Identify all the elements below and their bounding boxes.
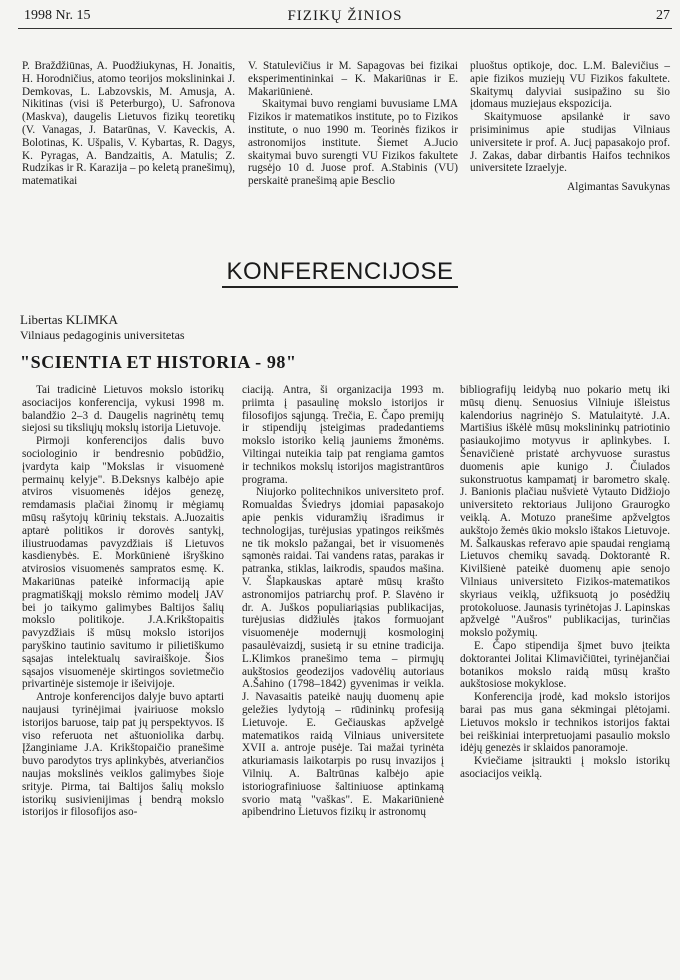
paragraph: V. Statulevičius ir M. Sapagovas bei fizikai eksperimentininkai – K. Makariūnas ir E. Makariūnienė. xyxy=(248,60,458,98)
issue-number: 1998 Nr. 15 xyxy=(24,8,91,23)
paragraph: Pirmoji konferencijos dalis buvo sociologinio ir bendresnio pobūdžio, įvardyta kaip "Mokslas ir visuomenė permainų kelyje". B.Deksnys kalbėjo apie atviros visuomenės idėjos genezę, remdamasis plačiai žinomų ir mėgiamų mūsų rašytojų kūrinių tekstais. A.Juozaitis aptarė politikos ir dorovės santykį, iliustruodamas pavyzdžiais iš Lietuvos kasdienybės. E. Morkūnienė išryškino atvirosios visuomenės sampratos esmę. K. Makariūnas pateikė informaciją apie pragmatiškąjį mokslo rėmimo modelį JAV bei jo taikymo galimybes Baltijos šalių mokslo politikoje. J.A.Krikštopaitis pavyzdžiais iš mūsų mokslo istorijos paryškino tautinio savitumo ir pilietiškumo sąsajas intelektualų saviraiškoje. Šios sąsajos visuomenėje skirtingos sovietmečio privartinėje sistemoje ir išeivijoje. xyxy=(22,435,224,691)
paragraph: Kviečiame įsitraukti į mokslo istorikų asociacijos veiklą. xyxy=(460,755,670,780)
paragraph: P. Braždžiūnas, A. Puodžiukynas, H. Jonaitis, H. Horodničius, atomo teorijos mokslininkai J. Demkovas, L. Labzovskis, M. Amusja, A. Nikitinas (visi iš Peterburgo), U. Safronova (Maskva), daugelis Lietuvos fizikų teoretikų (V. Vanagas, J. Batarūnas, V. Kaveckis, A. Bolotinas, K. Ušpalis, V. Kybartas, R. Dagys, K. Pyragas, A. Bandzaitis, A. Matulis; Z. Rudzikas ir R. Karazija – po keletą pranešimų), matematikai xyxy=(22,60,235,188)
paragraph: Niujorko politechnikos universiteto prof. Romualdas Šviedrys įdomiai papasakojo apie penkis viduramžių išradimus ir technologijas, turėjusias ypatingos reikšmės ne tik mokslo pažangai, bet ir visuomenės sąmonės raidai. Tai vandens ratas, parakas ir patranka, stiklas, laikrodis, spaudos mašina. V. Šlapkauskas aptarė mūsų krašto astronomijos patriarchų prof. P. Slavėno ir dr. A. Juškos populiariąsias publikacijas, turėjusias didžiulės įtakos formuojant visuomenėje modernųjį kosmologinį pasaulėvaizdį, susietą ir su etnine tradicija. L.Klimkos pranešimo tema – pirmųjų aukštosios geodezijos vadovėlių autoriaus A.Šahino (1798–1842) gyvenimas ir veikla. J. Navasaitis pateikė naujų duomenų apie geležies lydytoją – rūdininkų profesiją Lietuvoje. E. Gečiauskas apžvelgė matematikos raidą Vilniaus universitete XVII a. antroje pusėje. Tai mažai tyrinėta atkuriamasis laikotarpis po rusų invazijos į Vilnių. A. Baltrūnas kalbėjo apie istoriografiniuose šaltiniuose aptinkamą svorio matą "vaškas". E. Makariūnienė apibendrino Lietuvos fizikų ir astronomų xyxy=(242,486,444,819)
paragraph: Tai tradicinė Lietuvos mokslo istorikų asociacijos konferencija, vykusi 1998 m. balandžio 2–3 d. Daugelis nagrinėtų temų siejosi su tiksliųjų mokslų istorija Lietuvoje. xyxy=(22,384,224,435)
article-column-2 xyxy=(242,384,444,819)
paragraph: Skaitymuose apsilankė ir savo prisiminimus apie studijas Vilniaus universitete ir prof. A. Jucį papasakojo prof. J. Zakas, dabar dirbantis Haifos technikos universitete Izraelyje. xyxy=(470,111,670,175)
article-affiliation: Vilniaus pedagoginis universitetas xyxy=(20,328,185,342)
article-column-1 xyxy=(22,384,224,819)
paragraph: ciaciją. Antra, ši organizacija 1993 m. priimta į pasaulinę mokslo istorijos ir filosofijos sąjungą. Trečia, E. Čapo premijų ir stipendijų įsteigimas pradedantiems mokslo istoriko kelią jauniems žmonėms. Viltingai nuteikia taip pat rengiama gamtos ir technikos mokslų istorijos magistrantūros programa. xyxy=(242,384,444,486)
section-title xyxy=(0,258,680,288)
page-header xyxy=(18,6,672,29)
top-column-3 xyxy=(470,60,670,194)
top-column-1 xyxy=(22,60,235,188)
paragraph: bibliografijų leidybą nuo pokario metų iki mūsų dienų. Senuosius Vilniuje išleistus kalendorius nagrinėjo S. Matulaitytė. J.A. Martišius iškėlė mūsų mokslininkų patriotinio pasiaukojimo motyvus ir aplinkybes. I. Šenavičienė pristatė archyvuose surastus duomenis apie kunigo J. Čiulados sukonstruotus kampamatį ir barometro skalę. J. Banionis plačiau nušvietė Vytauto Didžiojo universiteto rektoriaus Julijono Graurogko veiklą. A. Motuzo pranešime apžvelgtos aukštojo žemės ūkio mokslo ištakos Lietuvoje. M. Šalkauskas referavo apie spaudai rengiamą Lietuvos chemikų savadą. Doktorantė R. Kivilšienė pateikė duomenų apie senojo Vilniaus universiteto Fizikos-matematikos skyriaus veiklą, užfiksuotą jo posėdžių protokoluose. Jaunasis tyrinėtojas J. Lapinskas apžvelgė "Aušros" publikacijas, turinčias mokslo požymių. xyxy=(460,384,670,640)
section-title-text: KONFERENCIJOSE xyxy=(222,258,457,288)
journal-title: FIZIKŲ ŽINIOS xyxy=(287,8,403,24)
paragraph: Konferencija įrodė, kad mokslo istorijos barai pas mus gana sėkmingai plėtojami. Lietuvos mokslo ir technikos istorijos faktai bei reiškiniai interpretuojami pasaulio mokslo idėjų genezės ir sklaidos panoramoje. xyxy=(460,691,670,755)
signature: Algimantas Savukynas xyxy=(567,181,670,194)
paragraph: Skaitymai buvo rengiami buvusiame LMA Fizikos ir matematikos institute, po to Fizikos institute, o nuo 1990 m. Teorinės fizikos ir astronomijos institute. Šiemet A.Jucio skaitymai buvo surengti VU Fizikos fakultete rugsėjo 10 d. Juose prof. A.Stabinis (VU) perskaitė pranešimą apie Besclio xyxy=(248,98,458,188)
page-number: 27 xyxy=(656,8,670,23)
article-author: Libertas KLIMKA xyxy=(20,312,118,327)
article-column-3 xyxy=(460,384,670,781)
top-column-2 xyxy=(248,60,458,188)
article-title: "SCIENTIA ET HISTORIA - 98" xyxy=(20,352,297,372)
paragraph: pluoštus optikoje, doc. L.M. Balevičius – apie fizikos muziejų VU Fizikos fakultete. Skaitymų dalyviai susipažino su šio įdomaus muziejaus ekspozicija. xyxy=(470,60,670,111)
paragraph: Antroje konferencijos dalyje buvo aptarti naujausi tyrinėjimai įvairiuose mokslo istorijos baruose, taip pat jų perspektyvos. Iš viso referuota net aštuoniolika darbų. Įžanginiame J.A. Krikštopaičio pranešime buvo parodytos trys aplinkybės, atveriančios naujas mokslinės veiklos galimybes šioje srityje. Pirma, tai Baltijos šalių mokslo istorikų susivienijimas į bendrą mokslo istorijos ir filosofijos aso- xyxy=(22,691,224,819)
paragraph: E. Čapo stipendija šįmet buvo įteikta doktorantei Jolitai Klimavičiūtei, tyrinėjančiai botanikos mokslo raidą mūsų krašto aukštosiose mokyklose. xyxy=(460,639,670,691)
